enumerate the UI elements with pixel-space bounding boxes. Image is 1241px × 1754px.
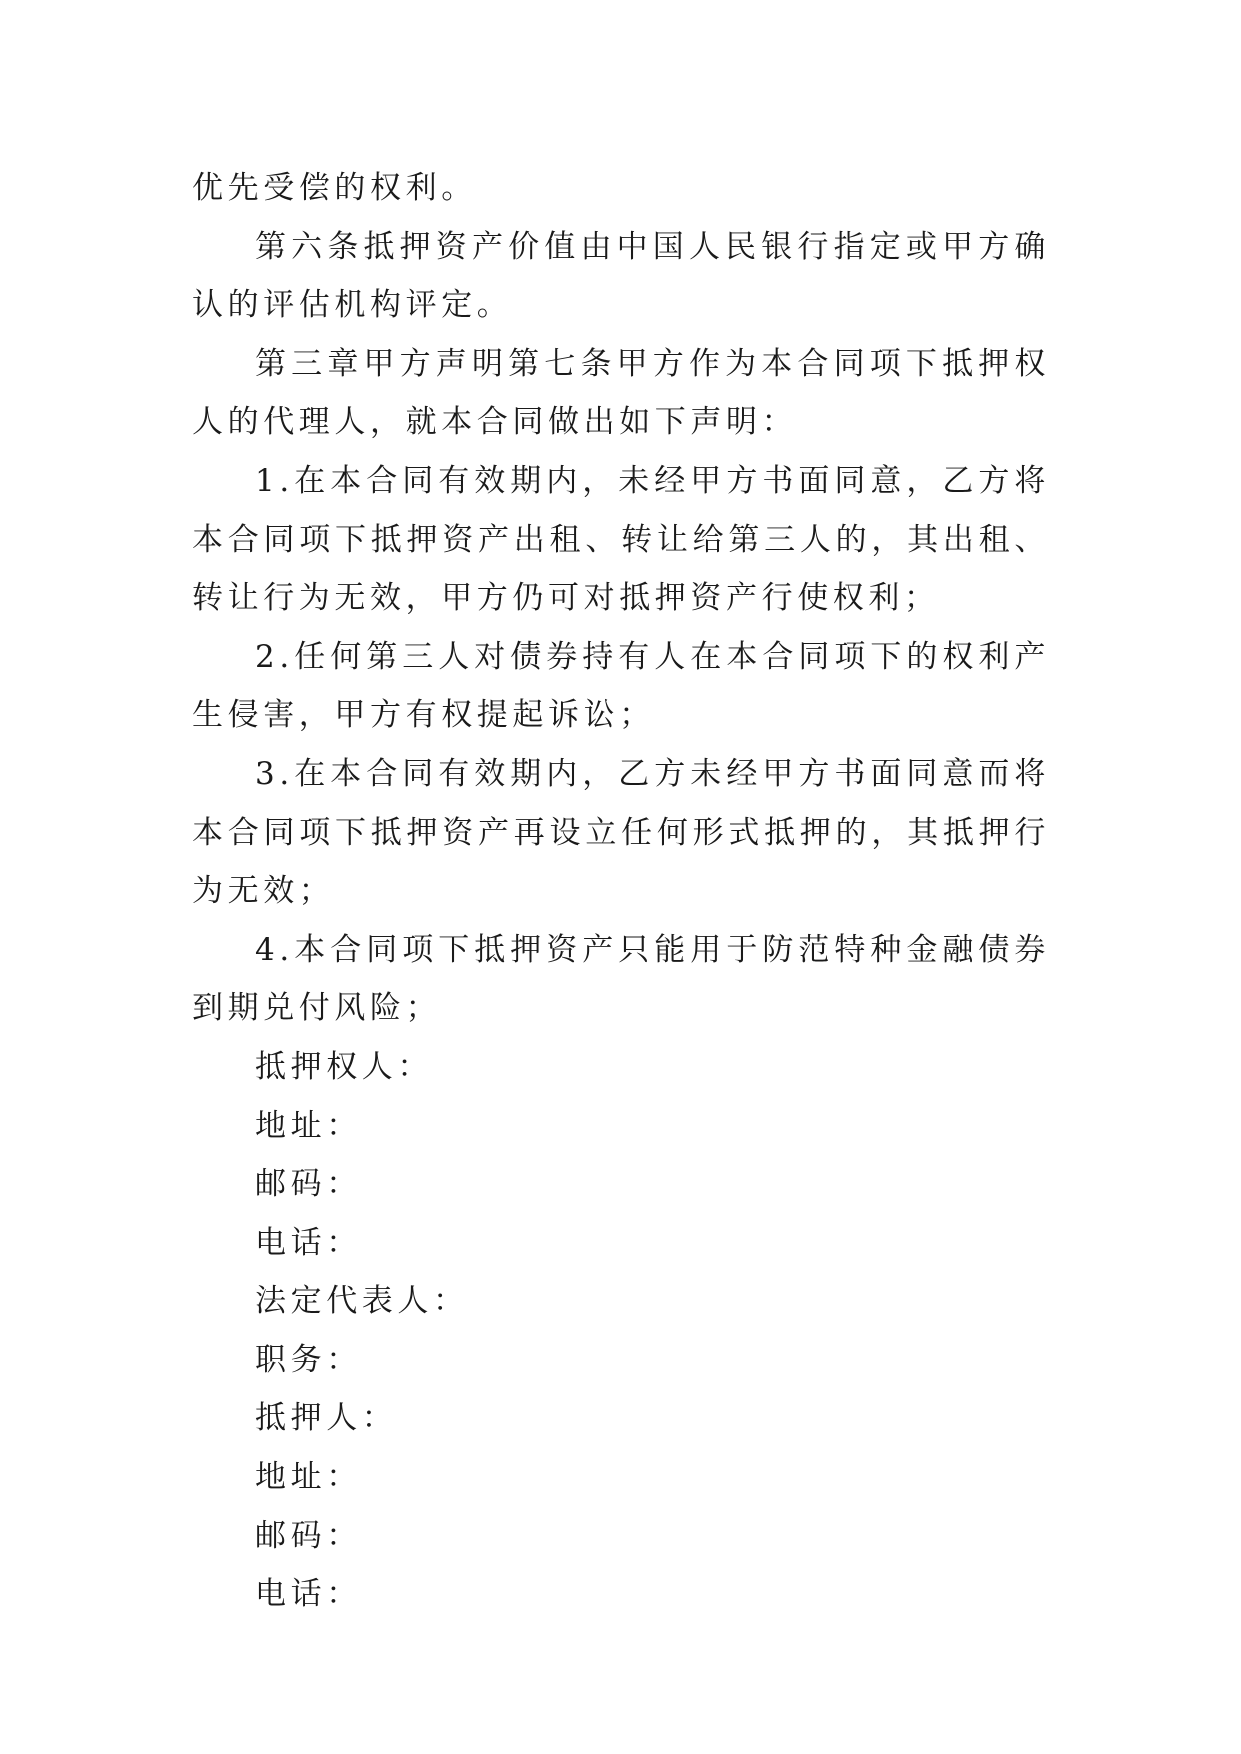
document-body <box>192 159 1050 1624</box>
field-mortgagee: 抵押权人： <box>255 1048 433 1085</box>
paragraph-item-2: 2.任何第三人对债券持有人在本合同项下的权利产生侵害，甲方有权提起诉讼； <box>192 638 1050 734</box>
field-mortgagor-address: 地址： <box>255 1459 362 1496</box>
field-mortgagor-phone: 电话： <box>255 1576 362 1613</box>
field-position: 职务： <box>255 1341 362 1378</box>
field-mortgagee-postcode: 邮码： <box>255 1166 362 1203</box>
paragraph-article-6: 第六条抵押资产价值由中国人民银行指定或甲方确认的评估机构评定。 <box>192 228 1050 324</box>
paragraph-chapter-3-article-7: 第三章甲方声明第七条甲方作为本合同项下抵押权人的代理人，就本合同做出如下声明： <box>192 345 1050 441</box>
field-mortgagor-postcode: 邮码： <box>255 1517 362 1554</box>
paragraph-item-3: 3.在本合同有效期内，乙方未经甲方书面同意而将本合同项下抵押资产再设立任何形式抵押的，其抵押行为无效； <box>192 755 1050 910</box>
field-mortgagee-phone: 电话： <box>255 1224 362 1261</box>
field-mortgagee-address: 地址： <box>255 1107 362 1144</box>
paragraph-item-4: 4.本合同项下抵押资产只能用于防范特种金融债券到期兑付风险； <box>192 931 1050 1027</box>
paragraph-continuation: 优先受偿的权利。 <box>192 170 477 206</box>
paragraph-item-1: 1.在本合同有效期内，未经甲方书面同意，乙方将本合同项下抵押资产出租、转让给第三人的，其出租、转让行为无效，甲方仍可对抵押资产行使权利； <box>192 462 1050 617</box>
field-legal-representative: 法定代表人： <box>255 1283 469 1320</box>
field-mortgagor: 抵押人： <box>255 1400 398 1437</box>
